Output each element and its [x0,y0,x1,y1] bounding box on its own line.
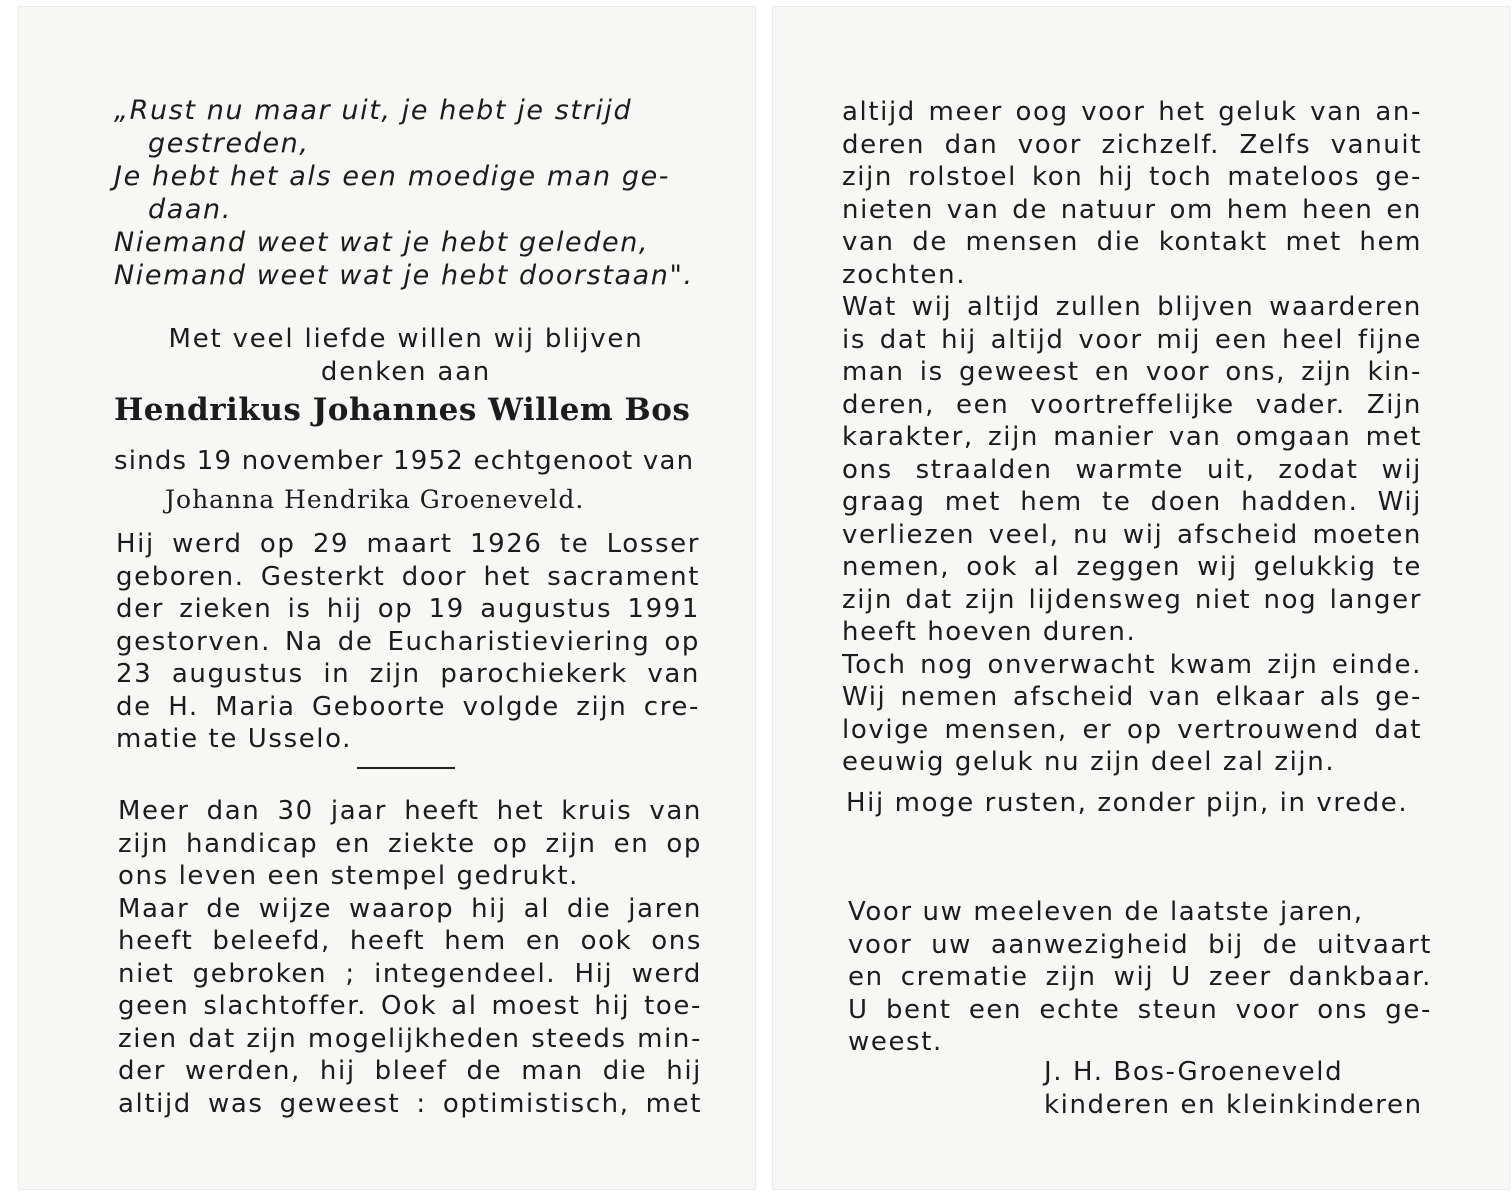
continued-line: man is geweest en voor ons, zijn kin- [842,357,1422,387]
continued-text [842,96,1422,779]
intro-line: Met veel liefde willen wij blijven [168,324,644,354]
continued-line: nemen, ook al zeggen wij gelukkig te [842,552,1422,582]
thanks-line: U bent een echte steun voor ons ge- [848,994,1432,1025]
thanks-line: Voor uw meeleven de laatste jaren, [848,897,1364,927]
reflection-line: altijd was geweest : optimistisch, met [118,1088,702,1119]
remembrance-intro [114,323,698,389]
continued-line: deren dan voor zichzelf. Zelfs vanuit [842,129,1422,160]
continued-line: altijd meer oog voor het geluk van an- [842,97,1422,127]
biography-line: gestorven. Na de Eucharistieviering op [116,626,700,657]
reflection-line: Maar de wijze waarop hij al die jaren [118,893,702,924]
poem-line: Niemand weet wat je hebt geleden, [114,227,650,258]
biography-line: de H. Maria Geboorte volgde zijn cre- [116,691,700,722]
marriage-line: sinds 19 november 1952 echtgenoot van [114,446,695,476]
continued-line: Wij nemen afscheid van elkaar als ge- [842,682,1422,712]
closing-blessing: Hij moge rusten, zonder pijn, in vrede. [846,788,1409,818]
biography-line: der zieken is hij op 19 augustus 1991 [116,594,700,624]
continued-line: graag met hem te doen hadden. Wij [842,487,1422,517]
poem-line: „Rust nu maar uit, je hebt je strijd [114,95,633,126]
spouse-name: Johanna Hendrika Groeneveld. [165,485,585,514]
poem-line: Je hebt het als een moedige man ge- [114,161,671,192]
reflection-line: ons leven een stempel gedrukt. [118,861,580,891]
continued-line: Toch nog onverwacht kwam zijn einde. [842,649,1422,680]
reflection-line: der werden, hij bleef de man die hij [118,1056,702,1086]
deceased-name: Hendrikus Johannes Willem Bos [114,392,691,428]
continued-line: zochten. [842,259,967,290]
biography-line: geboren. Gesterkt door het sacrament [116,561,700,592]
section-divider [357,767,455,769]
continued-line: Wat wij altijd zullen blijven waarderen [842,292,1422,322]
continued-line: nieten van de natuur om hem heen en [842,194,1422,225]
reflection-text [118,795,702,1120]
memorial-poem [114,94,704,292]
reflection-line: heeft beleefd, heeft hem en ook ons [118,926,702,956]
thanks-line: en crematie zijn wij U zeer dankbaar. [848,962,1432,992]
continued-line: deren, een voortreffelijke vader. Zijn [842,389,1422,420]
thanks-line: weest. [848,1027,943,1057]
reflection-line: geen slachtoffer. Ook al moest hij toe- [118,991,702,1021]
intro-line: denken aan [320,357,492,387]
thanks-line: voor uw aanwezigheid bij de uitvaart [848,929,1432,960]
biography [116,528,700,756]
continued-line: van de mensen die kontakt met hem [842,227,1422,257]
biography-line: matie te Usselo. [116,724,353,754]
biography-line: 23 augustus in zijn parochiekerk van [116,659,700,689]
continued-line: zijn dat zijn lijdensweg niet nog langer [842,584,1422,615]
thanks-text [848,896,1432,1059]
signature [1044,1056,1423,1122]
continued-line: eeuwig geluk nu zijn deel zal zijn. [842,747,1336,777]
poem-line: daan. [148,194,232,225]
reflection-line: niet gebroken ; integendeel. Hij werd [118,958,702,989]
reflection-line: zien dat zijn mogelijkheden steeds min- [118,1023,702,1054]
continued-line: lovige mensen, er op vertrouwend dat [842,714,1422,745]
poem-line: Niemand weet wat je hebt doorstaan". [114,260,694,291]
continued-line: zijn rolstoel kon hij toch mateloos ge- [842,162,1422,192]
reflection-line: Meer dan 30 jaar heeft het kruis van [118,796,702,826]
signature-line: kinderen en kleinkinderen [1044,1090,1423,1120]
continued-line: is dat hij altijd voor mij een heel fijne [842,324,1422,355]
biography-line: Hij werd op 29 maart 1926 te Losser [116,529,700,559]
reflection-line: zijn handicap en ziekte op zijn en op [118,828,702,859]
continued-line: heeft hoeven duren. [842,617,1137,647]
continued-line: karakter, zijn manier van omgaan met [842,422,1422,452]
poem-line: gestreden, [148,128,310,159]
continued-line: ons straalden warmte uit, zodat wij [842,454,1422,485]
continued-line: verliezen veel, nu wij afscheid moeten [842,519,1422,550]
signature-line: J. H. Bos-Groeneveld [1044,1057,1344,1087]
